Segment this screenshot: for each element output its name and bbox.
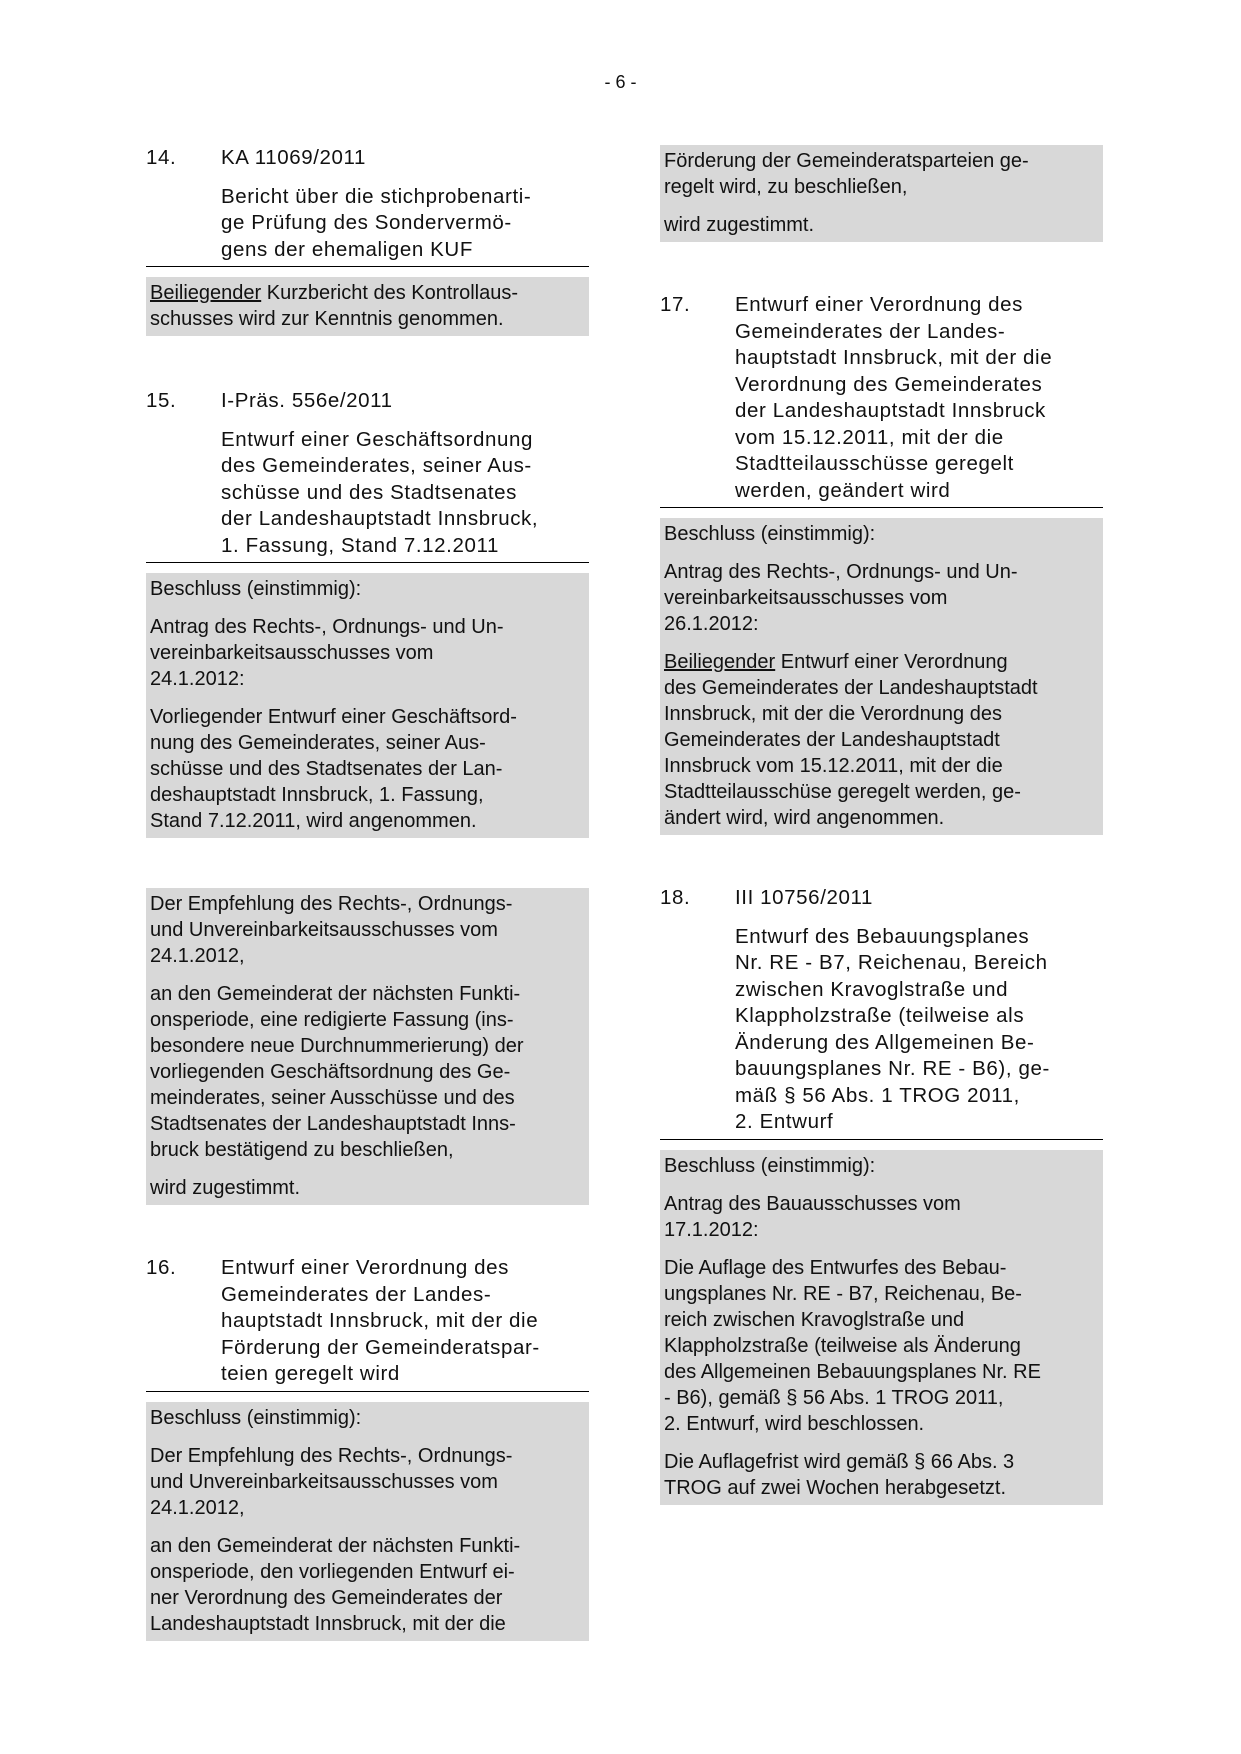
antrag-text: Antrag des Rechts-, Ordnungs- und Un- vereinbarkeitsausschusses vom 24.1.2012: [150, 616, 504, 690]
decision-text: Beiliegender Entwurf einer Verordnung des Gemeinderates der Landeshauptstadt Innsbruck, mit der die Verordnung des Gemeinderates der Landeshauptstadt Innsbruck vom 15.12.2011, mit der die Stadtteilausschüse geregelt werden, ge- ändert wird, wird angenommen. [664, 651, 1038, 829]
antrag-text: Antrag des Bauausschusses vom 17.1.2012: [664, 1192, 961, 1241]
decision-text: Vorliegender Entwurf einer Geschäftsord- nung des Gemeinderates, seiner Aus- schüsse und des Stadtsenates der Lan- deshauptstadt Innsbruck, 1. Fassung, Stand 7.12.2011, wird angenommen. [150, 706, 517, 832]
underlined-word: Beiliegender [664, 651, 776, 673]
decision-text: Die Auflage des Entwurfes des Bebau- ungsplanes Nr. RE - B7, Reichenau, Be- reich zwischen Kravoglstraße und Klappholzstraße (teilweise als Änderung des Allgemeinen Bebauungsplanes Nr. RE - B6), gemäß § 56 Abs. 1 TROG 2011, 2. Entwurf, wird beschlossen. [664, 1256, 1041, 1435]
item-title: Bericht über die stichprobenarti- ge Prüfung des Sondervermö- gens der ehemaligen KUF [221, 184, 532, 261]
underlined-word: Beiliegender [150, 282, 262, 304]
deadline-text: Die Auflagefrist wird gemäß § 66 Abs. 3 TROG auf zwei Wochen herabgesetzt. [664, 1450, 1015, 1499]
item-number: 15. [146, 389, 177, 412]
decision-block [146, 573, 589, 838]
beschluss-label: Beschluss (einstimmig): [150, 578, 362, 600]
item-number: 14. [146, 146, 177, 169]
item-reference: KA 11069/2011 [221, 146, 366, 169]
agenda-item-16 [146, 1255, 589, 1641]
item-title: Entwurf einer Verordnung des Gemeinderates der Landes- hauptstadt Innsbruck, mit der die Förderung der Gemeinderatspar- teien geregelt wird [221, 1256, 540, 1385]
agenda-item-17 [660, 292, 1103, 835]
item-number: 18. [660, 886, 691, 909]
decision-block [660, 518, 1103, 835]
beschluss-label: Beschluss (einstimmig): [664, 1154, 876, 1177]
beschluss-label: Beschluss (einstimmig): [664, 523, 876, 545]
item-title: Entwurf einer Geschäftsordnung des Gemeinderates, seiner Aus- schüsse und des Stadtsenates der Landeshauptstadt Innsbruck, 1. Fassung, Stand 7.12.2011 [221, 427, 539, 557]
item-number: 17. [660, 293, 691, 316]
right-column [660, 145, 1103, 1505]
agenda-item-14 [146, 145, 589, 336]
continuation-block: Förderung der Gemeinderatsparteien ge- regelt wird, zu beschließen, wird zugestimmt. [660, 145, 1103, 242]
page-number: - 6 - [604, 72, 637, 92]
agenda-item-15 [146, 388, 589, 838]
antrag-text: Antrag des Rechts-, Ordnungs- und Un- vereinbarkeitsausschusses vom 26.1.2012: [664, 561, 1018, 635]
decision-block [660, 1150, 1103, 1505]
beschluss-label: Beschluss (einstimmig): [150, 1406, 362, 1429]
item-reference: III 10756/2011 [735, 886, 873, 909]
item-title: Entwurf des Bebauungsplanes Nr. RE - B7, Reichenau, Bereich zwischen Kravoglstraße und Klappholzstraße (teilweise als Änderung des Allgemeinen Be- bauungsplanes Nr. RE - B6), ge- mäß § 56 Abs. 1 TROG 2011, 2. Entwurf [735, 924, 1050, 1133]
decision-block: Beschluss (einstimmig): Der Empfehlung des Rechts-, Ordnungs- und Unvereinbarkeitsausschusses vom 24.1.2012, an den Gemeinderat der nächsten Funkti- onsperiode, den vorliegenden Entwurf ei- ner Verordnung des Gemeinderates der Landeshauptstadt Innsbruck, mit der die [146, 1402, 589, 1641]
item-number: 16. [146, 1256, 177, 1279]
decision-block: Beiliegender Kurzbericht des Kontrollaus- schusses wird zur Kenntnis genommen. [146, 277, 589, 336]
recommendation-block: Der Empfehlung des Rechts-, Ordnungs- und Unvereinbarkeitsausschusses vom 24.1.2012, an den Gemeinderat der nächsten Funkti- onsperiode, eine redigierte Fassung (ins- besondere neue Durchnummerierung) der vorliegenden Geschäftsordnung des Ge- meinderates, seiner Ausschüsse und des Stadtsenates der Landeshauptstadt Inns- bruck bestätigend zu beschließen, wird zugestimmt. [146, 888, 589, 1205]
item-title: Entwurf einer Verordnung des Gemeinderates der Landes- hauptstadt Innsbruck, mit der die Verordnung des Gemeinderates der Landeshauptstadt Innsbruck vom 15.12.2011, mit der die Stadtteilausschüsse geregelt werden, geändert wird [735, 293, 1053, 502]
item-reference: I-Präs. 556e/2011 [221, 389, 393, 412]
left-column [146, 145, 589, 1641]
agenda-item-18 [660, 885, 1103, 1505]
